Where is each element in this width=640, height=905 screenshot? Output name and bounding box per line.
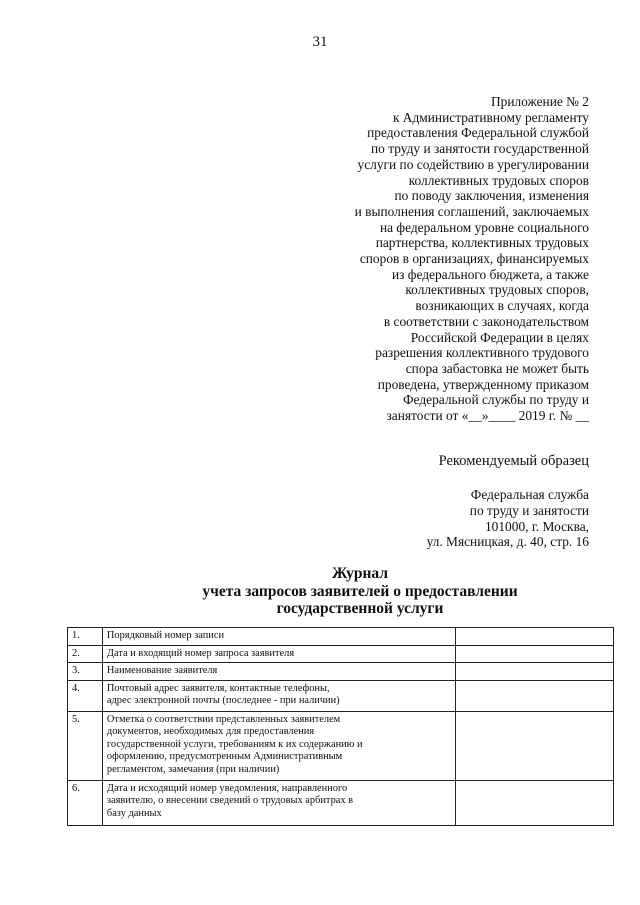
appendix-line: разрешения коллективного трудового [375, 345, 589, 361]
addressee-block [427, 487, 589, 550]
table-row [68, 645, 614, 663]
row-description: Дата и исходящий номер уведомления, направленного заявителю, о внесении сведений о трудовых арбитрах в базу данных [102, 780, 455, 825]
appendix-line: услуги по содействию в урегулировании [357, 156, 589, 172]
addressee-line: по труду и занятости [469, 502, 589, 518]
appendix-line: и выполнения соглашений, заключаемых [354, 203, 589, 219]
appendix-line: партнерства, коллективных трудовых [375, 235, 589, 251]
appendix-line: Федеральной службы по труду и [402, 392, 589, 408]
row-value-cell[interactable] [455, 645, 613, 663]
appendix-line: на федеральном уровне социального [379, 219, 589, 235]
row-description: Отметка о соответствии представленных заявителем документов, необходимых для предоставления государственной услуги, требованиям к их содержанию и оформлению, предусмотренным Административным регламентом, замечания (при наличии) [102, 711, 455, 780]
appendix-line: по труду и занятости государственной [371, 141, 589, 157]
table-row [68, 711, 614, 780]
table-row [68, 680, 614, 711]
appendix-line: проведена, утвержденному приказом [377, 376, 589, 392]
appendix-line: Приложение № 2 [490, 94, 589, 109]
appendix-line: из федерального бюджета, а также [391, 266, 589, 282]
addressee-line: 101000, г. Москва, [484, 518, 589, 534]
appendix-line: занятости от «__»____ 2019 г. № __ [386, 408, 589, 424]
page-number: 31 [312, 34, 328, 50]
row-number: 5. [68, 711, 103, 780]
row-value-cell[interactable] [455, 711, 613, 780]
row-number: 6. [68, 780, 103, 825]
appendix-header [319, 94, 589, 424]
row-description: Порядковый номер записи [102, 628, 455, 646]
row-value-cell[interactable] [455, 628, 613, 646]
table-row [68, 628, 614, 646]
title-line: государственной услуги [276, 600, 444, 617]
appendix-line: возникающих в случаях, когда [415, 298, 589, 314]
appendix-line: коллективных трудовых споров, [405, 282, 589, 298]
journal-title [150, 565, 570, 618]
appendix-line: коллективных трудовых споров [408, 172, 589, 188]
appendix-line: Российской Федерации в целях [410, 329, 589, 345]
row-value-cell[interactable] [455, 680, 613, 711]
appendix-line: в соответствии с законодательством [383, 313, 589, 329]
table-row [68, 663, 614, 681]
row-description: Наименование заявителя [102, 663, 455, 681]
row-number: 4. [68, 680, 103, 711]
row-number: 2. [68, 645, 103, 663]
row-value-cell[interactable] [455, 663, 613, 681]
addressee-line: ул. Мясницкая, д. 40, стр. 16 [426, 534, 589, 550]
sample-label: Рекомендуемый образец [438, 453, 589, 469]
addressee-line: Федеральная служба [470, 487, 589, 502]
row-number: 3. [68, 663, 103, 681]
row-description: Дата и входящий номер запроса заявителя [102, 645, 455, 663]
row-description: Почтовый адрес заявителя, контактные телефоны, адрес электронной почты (последнее - при наличии) [102, 680, 455, 711]
journal-table [67, 627, 614, 826]
table-row [68, 780, 614, 825]
title-line: учета запросов заявителей о предоставлении [202, 582, 518, 600]
title-line: Журнал [331, 565, 389, 582]
appendix-line: по поводу заключения, изменения [394, 188, 589, 204]
appendix-line: к Административному регламенту [392, 109, 589, 125]
appendix-line: споров в организациях, финансируемых [359, 251, 589, 267]
row-value-cell[interactable] [455, 780, 613, 825]
appendix-line: спора забастовка не может быть [405, 360, 589, 376]
appendix-line: предоставления Федеральной службой [367, 125, 589, 141]
row-number: 1. [68, 628, 103, 646]
